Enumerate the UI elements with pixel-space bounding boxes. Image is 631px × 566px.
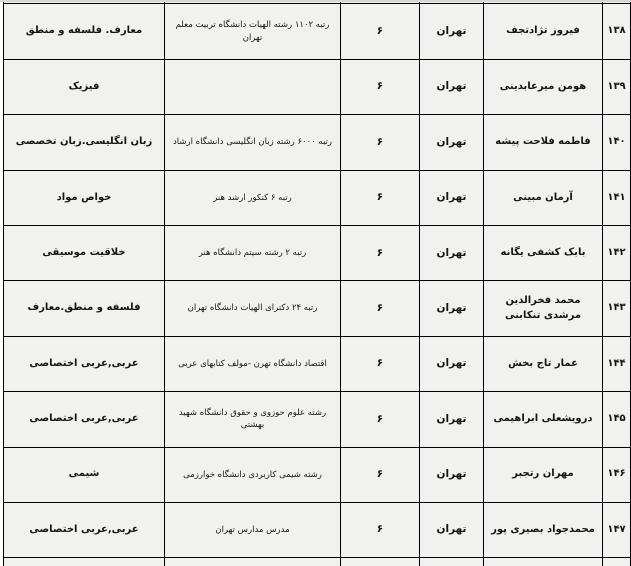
subject-cell: زبان انگلیسی.زبان تخصصی — [4, 115, 165, 170]
row-number-cell: ۱۳۸ — [603, 4, 631, 59]
count-cell: ۶ — [341, 59, 420, 114]
table-row — [4, 170, 631, 225]
row-number-cell — [603, 558, 631, 566]
row-number-cell: ۱۴۴ — [603, 336, 631, 391]
city-cell: تهران — [420, 170, 484, 225]
city-cell: تهران — [420, 4, 484, 59]
description-cell: رتبه ۱۱۰۲ رشته الهیات دانشگاه تربیت معلم تهران — [165, 4, 341, 59]
row-number-cell: ۱۴۲ — [603, 225, 631, 280]
count-cell: ۶ — [341, 170, 420, 225]
description-cell: مدرس مدارس تهران — [165, 502, 341, 557]
subject-cell: عربی,عربی اختصاصی — [4, 502, 165, 557]
count-cell: ۶ — [341, 447, 420, 502]
row-number-cell: ۱۴۶ — [603, 447, 631, 502]
count-cell: ۶ — [341, 225, 420, 280]
city-cell: تهران — [420, 281, 484, 336]
row-number-cell: ۱۴۰ — [603, 115, 631, 170]
name-cell: درویشعلی ابراهیمی — [484, 392, 603, 447]
count-cell: ۶ — [341, 502, 420, 557]
city-cell: تهران — [420, 502, 484, 557]
description-cell: رشته علوم حوزوی و حقوق دانشگاه شهید بهشتی — [165, 392, 341, 447]
name-cell: مهران رتجبر — [484, 447, 603, 502]
row-number-cell: ۱۴۵ — [603, 392, 631, 447]
name-cell: محمدجواد بصیری پور — [484, 502, 603, 557]
top-cut-band — [0, 0, 631, 2]
name-cell: فاطمه فلاحت پیشه — [484, 115, 603, 170]
name-cell: فیروز تژادتجف — [484, 4, 603, 59]
count-cell — [341, 558, 420, 566]
subject-cell: عربی,عربی اختصاصی — [4, 336, 165, 391]
city-cell: تهران — [420, 392, 484, 447]
row-number-cell: ۱۴۳ — [603, 281, 631, 336]
count-cell: ۶ — [341, 281, 420, 336]
subject-cell: فلسفه و منطق.معارف — [4, 281, 165, 336]
description-cell — [165, 59, 341, 114]
table-row — [4, 4, 631, 59]
description-cell: رشته شیمی کاربردی دانشگاه خوارزمی — [165, 447, 341, 502]
subject-cell: شیمی — [4, 447, 165, 502]
name-cell: عمار تاج بخش — [484, 336, 603, 391]
description-cell: رتبه ۲۴ دکترای الهیات دانشگاه تهران — [165, 281, 341, 336]
subject-cell: خواص مواد — [4, 170, 165, 225]
row-number-cell: ۱۴۷ — [603, 502, 631, 557]
row-number-cell: ۱۴۱ — [603, 170, 631, 225]
count-cell: ۶ — [341, 392, 420, 447]
subject-cell — [4, 558, 165, 566]
row-number-cell: ۱۳۹ — [603, 59, 631, 114]
count-cell: ۶ — [341, 115, 420, 170]
subject-cell: معارف. فلسفه و منطق — [4, 4, 165, 59]
subject-cell: عربی,عربی اختصاصی — [4, 392, 165, 447]
table-row — [4, 281, 631, 336]
table-row — [4, 336, 631, 391]
city-cell — [420, 558, 484, 566]
city-cell: تهران — [420, 447, 484, 502]
table-row-partial-bottom — [4, 558, 631, 566]
table-row — [4, 447, 631, 502]
description-cell: رتبه ۲ رشته سیتم دانشگاه هنر — [165, 225, 341, 280]
city-cell: تهران — [420, 115, 484, 170]
subject-cell: خلاقیت موسیقی — [4, 225, 165, 280]
description-cell: رتبه ۶۰۰۰ رشته زبان انگلیسی دانشگاه ارشاد — [165, 115, 341, 170]
city-cell: تهران — [420, 59, 484, 114]
name-cell: محمد فخرالدین مرشدی تنکابنی — [484, 281, 603, 336]
name-cell: بابک کشفی یگانه — [484, 225, 603, 280]
name-cell: آرمان مبینی — [484, 170, 603, 225]
description-cell: اقتصاد دانشگاه تهرن -مولف کتابهای عربی — [165, 336, 341, 391]
table-row — [4, 502, 631, 557]
subject-cell: فیزیک — [4, 59, 165, 114]
ranking-table — [3, 0, 631, 566]
city-cell: تهران — [420, 336, 484, 391]
description-cell: رتبه ۶ کنکور ارشد هنر — [165, 170, 341, 225]
table-row — [4, 115, 631, 170]
name-cell — [484, 558, 603, 566]
description-cell — [165, 558, 341, 566]
table-row — [4, 59, 631, 114]
table-row — [4, 225, 631, 280]
city-cell: تهران — [420, 225, 484, 280]
count-cell: ۶ — [341, 336, 420, 391]
count-cell: ۶ — [341, 4, 420, 59]
table-row — [4, 392, 631, 447]
name-cell: هومن میرعابدینی — [484, 59, 603, 114]
